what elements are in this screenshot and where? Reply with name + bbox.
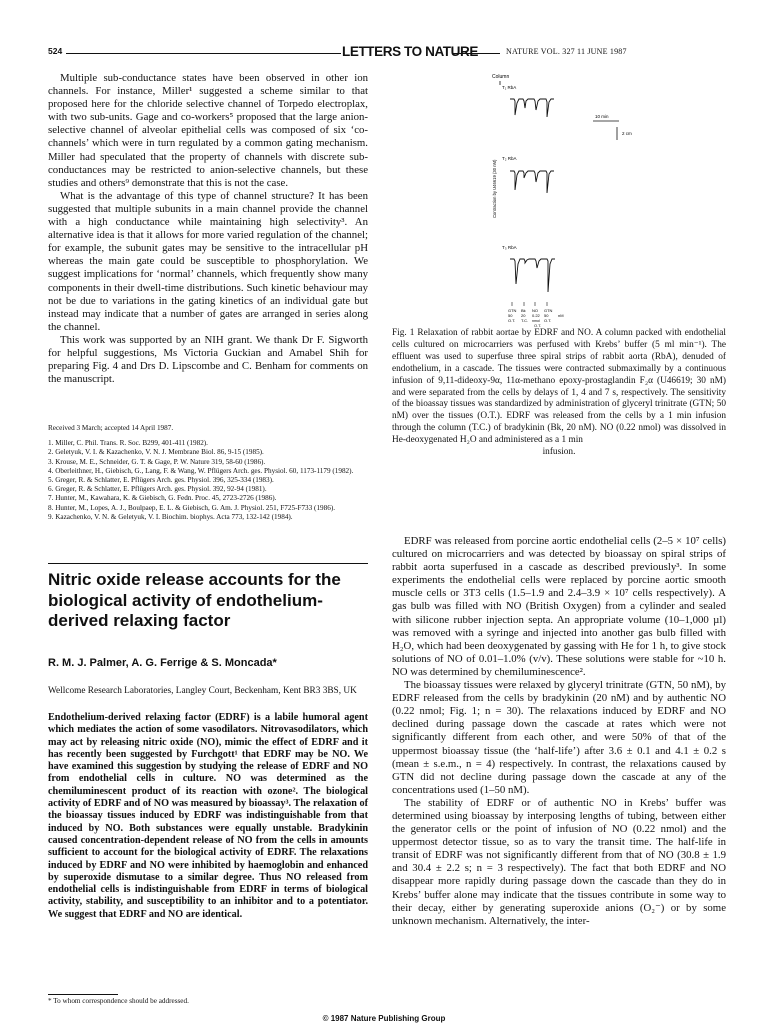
tissue-label-3: T₃ RbA — [502, 245, 517, 250]
footnote-rule — [48, 994, 118, 995]
marker-gtn-1 — [508, 302, 517, 322]
figure-caption-end: infusion. — [542, 447, 576, 458]
paragraph: Multiple sub-conductance states have been observed in other ion channels. For instance, Miller¹ suggested a scheme similar to that proposed here for the chloride selective channel of Torpedo electroplax, with two sub-units. Gage and co-workers⁵ proposed that the large anion-selective channel of alveolar epithelial cells was composed of six ‘co-channels’ which were in turn regulated by a common gating mechanism. Miller had speculated that the property of channels with discrete sub-conductances may be restricted to anion-selective channels, but these studies and others⁹ demonstrate that this is not the case. — [48, 72, 368, 189]
figure-1 — [392, 72, 714, 322]
marker-gtn-2 — [544, 302, 553, 322]
article-divider — [48, 563, 368, 564]
y-axis-label: Contraction by U46619 (30 nM) — [492, 159, 497, 218]
article-title: Nitric oxide release accounts for the biological activity of endothelium-derived relaxing factor — [48, 570, 341, 630]
reference-item: 9. Kazachenko, V. N. & Geletyuk, V. I. Biochim. biophys. Acta 773, 132-142 (1984). — [48, 512, 293, 521]
reference-item: 2. Geletyuk, V. I. & Kazachenko, V. N. J. Membrane Biol. 86, 9-15 (1985). — [48, 448, 264, 457]
author-affiliation: Wellcome Research Laboratories, Langley Court, Beckenham, Kent BR3 3BS, UK — [48, 686, 357, 696]
marker-unit: nM — [558, 313, 564, 318]
tissue-label-2: T₂ RbA — [502, 156, 517, 161]
section-title: LETTERS TO NATURE — [342, 44, 478, 59]
article-body — [392, 535, 726, 928]
reference-item: 4. Oberleithner, H., Giebisch, G., Lang, F. & Wang, W. Pflügers Arch. ges. Physiol. 60, 1173-1179 (1982). — [48, 466, 354, 475]
svg-text:O.T.: O.T. — [508, 318, 516, 322]
page-number: 524 — [48, 46, 63, 56]
marker-no-site: O.T. — [534, 323, 542, 328]
svg-text:O.T.: O.T. — [544, 318, 552, 322]
column-label: Column — [492, 74, 510, 80]
paragraph: EDRF was released from porcine aortic endothelial cells (2–5 × 10⁷ cells) cultured on microcarriers and was detected by bioassay on spiral strips of rabbit aorta superfused in a cascade as described previously³. In some experiments the endothelial cells were replaced by porcine aortic smooth muscle cells or 3T3 cells (1.5–1.9 and 2.4–3.9 × 10⁷ cells respectively). A gas bulb was filled with NO (British Oxygen) from a cylinder and sealed with silicone rubber injection septa. An appropriate volume (10–1,000 µl) was removed with a syringe and injected into another gas bulb filled with H₂O, which had been deoxygenated by gassing with He for 1 h, to give stock solutions of NO of 0.01–1.0% (v/v). These solutions were stable for ~10 h. NO was determined by chemiluminescence². — [392, 535, 726, 678]
header-rule-left — [66, 53, 341, 54]
reference-item: 3. Krouse, M. E., Schneider, G. T. & Gage, P. W. Nature 319, 58-60 (1986). — [48, 457, 266, 466]
journal-reference: NATURE VOL. 327 11 JUNE 1987 — [506, 47, 627, 56]
tissue-label-1: T₁ RbA — [502, 85, 517, 90]
svg-text:50: 50 — [544, 313, 549, 318]
trace-t2 — [510, 171, 554, 193]
reference-item: 7. Hunter, M., Kawahara, K. & Giebisch, G. Fedn. Proc. 45, 2723-2726 (1986). — [48, 494, 277, 503]
svg-text:GTN: GTN — [508, 308, 517, 313]
marker-bradykinin — [521, 302, 528, 322]
article-authors: R. M. J. Palmer, A. G. Ferrige & S. Moncada* — [48, 657, 277, 669]
svg-text:GTN: GTN — [544, 308, 553, 313]
height-scale-label: 2 cm — [622, 131, 632, 136]
svg-text:NO: NO — [532, 308, 538, 313]
figure-caption-text: Fig. 1 Relaxation of rabbit aortae by EDRF and NO. A column packed with endothelial cells cultured on microcarriers was perfused with Krebs’ buffer (5 ml min⁻¹). The effluent was used to superfuse three spiral strips of rabbit aorta (RbA), denuded of endothelium, in a cascade. The tissues were contracted submaximally by a continuous infusion of 9,11-dideoxy-9α, 11α-methano epoxy-prostaglandin F₂α (U46619; 30 nM) and were separated from the cells by delays of 1, 4 and 7 s, respectively. The sensitivity of the bioassay tissues was standardized by administration of glyceryl trinitrate (GTN; 50 nM) over the tissues (O.T.). EDRF was released from the cells by a 1 min infusion through the column (T.C.) of bradykinin (Bk, 20 nM). NO (0.22 nmol) was dissolved in He-deoxygenated H₂O and administered as a 1 min — [392, 328, 726, 446]
trace-t1 — [510, 99, 554, 117]
svg-text:Bk: Bk — [521, 308, 526, 313]
reference-item: 6. Greger, R. & Schlatter, E. Pflügers Arch. ges. Physiol. 392, 92-94 (1981). — [48, 485, 267, 494]
reference-item: 5. Greger, R. & Schlatter, E. Pflügers Arch. ges. Physiol. 396, 325-334 (1983). — [48, 476, 274, 485]
header-rule-right — [452, 53, 500, 54]
acknowledgements: This work was supported by an NIH grant. We thank Dr F. Sigworth for helpful suggestions, Ms Victoria Guckian and Amabel Shih for preparing Fig. 4 and Drs D. Lipscombe and C. Benham for comments on the manuscript. — [48, 333, 368, 386]
trace-t3 — [510, 259, 555, 292]
time-scale-label: 10 min — [595, 114, 609, 119]
paragraph: The bioassay tissues were relaxed by glyceryl trinitrate (GTN, 50 nM), by EDRF released from the cells by bradykinin (20 nM) and by authentic NO (0.22 nmol; Fig. 1; n = 30). The relaxations induced by EDRF and NO declined during passage down the cascade at rates which were not significantly different from each other, and were 50% of that of the uppermost bioassay tissue (the ‘half-life’) after 3.6 ± 0.1 and 4.1 ± 0.2 s (mean ± s.e.m., n = 4) respectively. In contrast, the relaxations caused by GTN did not decline during passage down the cascade at any of the concentrations used (1–50 nM). — [392, 679, 726, 796]
figure-1-traces — [392, 72, 714, 322]
article-abstract: Endothelium-derived relaxing factor (EDRF) is a labile humoral agent which mediates the action of some vasodilators. Nitrovasodilators, which may act by releasing nitric oxide (NO), mimic the effect of EDRF and it has recently been suggested by Furchgott¹ that EDRF may be NO. We have examined this suggestion by studying the release of EDRF and NO from endothelial cells in culture. NO was determined as the chemiluminescent product of its reaction with ozone². The biological activity of EDRF and of NO was measured by bioassay³. The relaxation of the bioassay tissues induced by EDRF was indistinguishable from that induced by NO. Both substances were equally unstable. Bradykinin caused concentration-dependent release of NO from the cells in amounts sufficient to account for the biological activity of EDRF. The relaxations induced by EDRF and NO were inhibited by haemoglobin and enhanced by superoxide dismutase to a similar degree. Thus NO released from endothelial cells is indistinguishable from EDRF in terms of biological activity, stability, and susceptibility to an inhibitor and to a potentiator. We suggest that EDRF and NO are identical. — [48, 712, 368, 920]
reference-item: 1. Miller, C. Phil. Trans. R. Soc. B299, 401-411 (1982). — [48, 439, 208, 448]
svg-text:50: 50 — [508, 313, 513, 318]
svg-text:T.C.: T.C. — [521, 318, 529, 322]
svg-text:0.22: 0.22 — [532, 313, 540, 318]
svg-text:nmol: nmol — [532, 319, 540, 322]
received-date: Received 3 March; accepted 14 April 1987. — [48, 424, 174, 432]
marker-no — [532, 302, 541, 322]
previous-article-body — [48, 72, 368, 386]
figure-caption — [392, 328, 726, 459]
reference-item: 8. Hunter, M., Lopes, A. J., Boulpaep, E. L. & Giebisch, G. Am. J. Physiol. 251, F725-F733 (1986). — [48, 503, 336, 512]
paragraph: The stability of EDRF or of authentic NO in Krebs’ buffer was determined using bioassay by interposing lengths of tubing, between either the generator cells or the point of infusion of NO (0.22 nmol) and the uppermost detector tissue, so as to vary the transit time. The half-life in transit of EDRF was not significantly different from that of NO (30.8 ± 1.9 and 30.4 ± 2.2 s; n = 3 respectively). The fact that both EDRF and NO disappear more rapidly during passage down the cascade than they do in Krebs’ buffer alone may indicate that the tissues contribute in some way to their decay, either by generating superoxide anions (O₂⁻) or by some unknown mechanism. Alternatively, the inter- — [392, 796, 726, 927]
copyright-notice: © 1987 Nature Publishing Group — [322, 1014, 446, 1023]
reference-list — [48, 424, 368, 522]
svg-text:20: 20 — [521, 313, 526, 318]
paragraph: What is the advantage of this type of channel structure? It has been suggested that multiple subunits in a main channel provide the channel with a high conductance while maintaining high selectivity³. An alternative idea is that it allows for more varied regulation of the channel; for example, the subunit gates may be sensitive to the intracellular pH whereas the main gate could be susceptible to phosphorylation. We suggest implications for ‘normal’ channels, which frequently show many components in their dwell-time distributions. Such kinetic behaviour may not be due to variations in the gating kinetics of an individual gate but instead may indicate that a number of gates are arranged in series along the channel. — [48, 189, 368, 333]
footnote: * To whom correspondence should be addressed. — [48, 997, 189, 1005]
